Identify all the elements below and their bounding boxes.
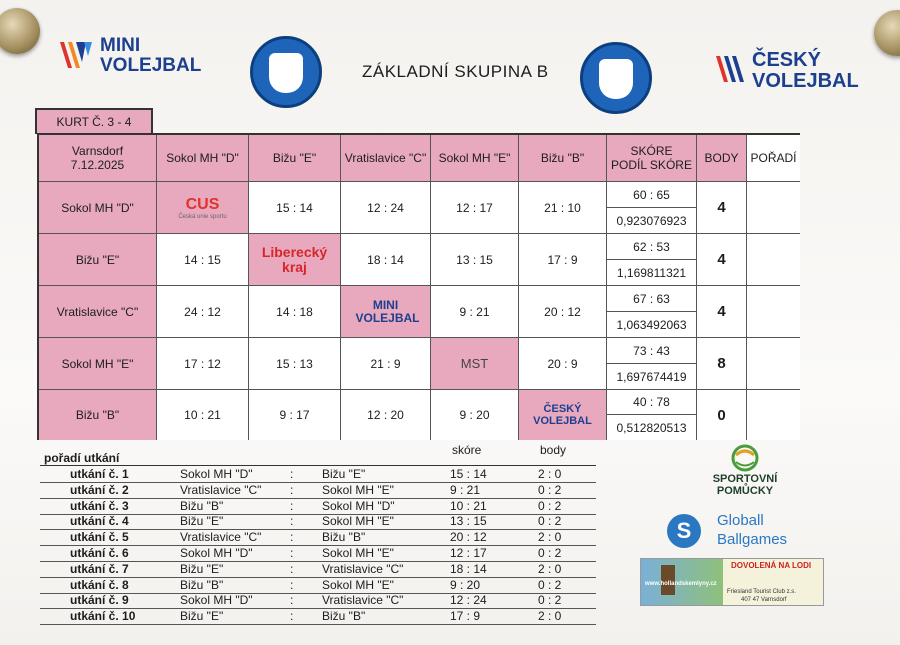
- column-header: Sokol MH "E": [431, 135, 519, 182]
- skore-cell: 60 : 65: [607, 182, 697, 208]
- score-cell: 9 : 20: [431, 390, 519, 440]
- liberecky-kraj-logo-icon: Liberecký kraj: [261, 243, 328, 275]
- skore-cell: 73 : 43: [607, 338, 697, 364]
- match-sep: :: [290, 577, 294, 592]
- poradi-cell: [747, 390, 800, 440]
- score-cell: 21 : 9: [341, 338, 431, 390]
- match-away: Sokol MH "E": [322, 546, 394, 560]
- cus-logo-icon: CUS: [185, 195, 220, 213]
- match-label: utkání č. 6: [70, 546, 129, 560]
- match-label: utkání č. 7: [70, 561, 129, 576]
- globall-logo: S Globall Ballgames: [665, 512, 815, 552]
- row-team: Sokol MH "E": [39, 338, 157, 390]
- match-score: 10 : 21: [450, 498, 487, 513]
- match-row: [40, 483, 600, 499]
- match-away: Bižu "B": [322, 530, 366, 545]
- match-home: Vratislavice "C": [180, 482, 262, 497]
- match-away: Sokol MH "D": [322, 498, 395, 513]
- mst-logo-icon: MST: [460, 356, 489, 371]
- column-header: Vratislavice "C": [341, 135, 431, 182]
- cesky-volejbal-logo-text: ČESKÝ VOLEJBAL: [752, 49, 859, 92]
- match-home: Bižu "E": [180, 561, 224, 576]
- poradi-cell: [747, 182, 800, 234]
- match-label: utkání č. 5: [70, 530, 129, 545]
- match-score: 13 : 15: [450, 514, 487, 529]
- score-cell: 14 : 15: [157, 234, 249, 286]
- match-body: 2 : 0: [538, 561, 562, 576]
- diag-logo-cell: [341, 286, 431, 338]
- match-sep: :: [290, 482, 294, 497]
- match-home: Sokol MH "D": [180, 593, 253, 608]
- match-body: 0 : 2: [538, 482, 562, 497]
- score-cell: 15 : 13: [249, 338, 341, 390]
- score-cell: 24 : 12: [157, 286, 249, 338]
- mini-volejbal-logo-icon: [58, 38, 96, 70]
- podil-cell: 0,512820513: [607, 415, 697, 440]
- match-row: [40, 467, 600, 483]
- score-cell: 21 : 10: [519, 182, 607, 234]
- podil-cell: 0,923076923: [607, 208, 697, 234]
- match-home: Bižu "B": [180, 577, 224, 592]
- match-sep: :: [290, 514, 294, 529]
- match-sep: :: [290, 530, 294, 545]
- match-home: Bižu "E": [180, 514, 224, 529]
- match-home: Bižu "E": [180, 609, 224, 624]
- column-header: Bižu "B": [519, 135, 607, 182]
- divider: [40, 465, 596, 466]
- podil-cell: 1,697674419: [607, 364, 697, 390]
- globall-s-icon: S: [667, 514, 701, 548]
- match-home: Bižu "B": [180, 498, 224, 513]
- friesland-banner: www.hollandskemlyny.cz DOVOLENÁ NA LODI Friesland Tourist Club z.s. 407 47 Varnsdorf: [640, 558, 824, 606]
- column-header: Sokol MH "D": [157, 135, 249, 182]
- match-body: 0 : 2: [538, 514, 562, 529]
- match-label: utkání č. 1: [70, 467, 129, 481]
- match-row: [40, 562, 600, 578]
- score-cell: 17 : 9: [519, 234, 607, 286]
- match-score: 9 : 20: [450, 577, 481, 592]
- score-cell: 9 : 17: [249, 390, 341, 440]
- ball-icon: [728, 443, 762, 473]
- score-cell: 17 : 12: [157, 338, 249, 390]
- column-header: Bižu "E": [249, 135, 341, 182]
- poradi-column-header: POŘADÍ: [747, 135, 800, 182]
- row-team: Bižu "B": [39, 390, 157, 440]
- corner-cell: Varnsdorf 7.12.2025: [39, 135, 157, 182]
- match-body: 0 : 2: [538, 593, 562, 608]
- sportovni-pomucky-logo: SPORTOVNÍ POMŮCKY: [690, 443, 800, 505]
- results-table: [37, 133, 800, 440]
- score-cell: 13 : 15: [431, 234, 519, 286]
- match-score: 15 : 14: [450, 467, 487, 481]
- score-column-header: SKÓRE PODÍL SKÓRE: [607, 135, 697, 182]
- score-cell: 12 : 24: [341, 182, 431, 234]
- match-sep: :: [290, 609, 294, 624]
- match-body: 2 : 0: [538, 609, 562, 624]
- match-home: Vratislavice "C": [180, 530, 262, 545]
- score-cell: 12 : 17: [431, 182, 519, 234]
- match-label: utkání č. 10: [70, 609, 136, 624]
- tj-slovan-crest-left: [250, 36, 322, 108]
- match-label: utkání č. 9: [70, 593, 129, 608]
- match-away: Bižu "E": [322, 467, 366, 481]
- poradi-cell: [747, 286, 800, 338]
- match-sep: :: [290, 546, 294, 560]
- body-cell: 8: [697, 338, 747, 390]
- match-label: utkání č. 3: [70, 498, 129, 513]
- diag-logo-cell: [249, 234, 341, 286]
- match-row: [40, 499, 600, 515]
- score-cell: 9 : 21: [431, 286, 519, 338]
- windmill-icon: [661, 565, 675, 595]
- page-title: ZÁKLADNÍ SKUPINA B: [362, 62, 549, 81]
- score-cell: 10 : 21: [157, 390, 249, 440]
- row-team: Sokol MH "D": [39, 182, 157, 234]
- match-home: Sokol MH "D": [180, 467, 253, 481]
- court-label: KURT Č. 3 - 4: [35, 108, 153, 134]
- body-cell: 0: [697, 390, 747, 440]
- skore-cell: 67 : 63: [607, 286, 697, 312]
- match-row: [40, 546, 600, 562]
- match-sep: :: [290, 467, 294, 481]
- match-away: Bižu "B": [322, 609, 366, 624]
- match-sep: :: [290, 593, 294, 608]
- podil-cell: 1,063492063: [607, 312, 697, 338]
- score-cell: 20 : 12: [519, 286, 607, 338]
- match-body: 0 : 2: [538, 546, 562, 560]
- skore-heading: skóre: [452, 443, 482, 457]
- match-label: utkání č. 8: [70, 577, 129, 592]
- poradi-cell: [747, 234, 800, 286]
- mini-volejbal-logo-text: MINI VOLEJBAL: [100, 35, 202, 76]
- match-body: 0 : 2: [538, 498, 562, 513]
- match-score: 12 : 17: [450, 546, 487, 560]
- match-row: [40, 514, 600, 530]
- pin-top-left: [0, 8, 40, 54]
- match-score: 17 : 9: [450, 609, 481, 624]
- match-row: [40, 593, 600, 609]
- match-body: 0 : 2: [538, 577, 562, 592]
- match-away: Sokol MH "E": [322, 482, 394, 497]
- body-column-header: BODY: [697, 135, 747, 182]
- match-score: 18 : 14: [450, 561, 487, 576]
- match-row: [40, 530, 600, 546]
- cesky-volejbal-logo-icon: [714, 54, 750, 84]
- body-heading: body: [540, 443, 567, 457]
- diag-logo-cell: CUS Česká unie sportu: [157, 182, 249, 234]
- mini-volejbal-small-logo-icon: MINI VOLEJBAL: [355, 297, 420, 325]
- match-body: 2 : 0: [538, 467, 562, 481]
- row-team: Bižu "E": [39, 234, 157, 286]
- match-score: 20 : 12: [450, 530, 487, 545]
- poradi-cell: [747, 338, 800, 390]
- body-cell: 4: [697, 286, 747, 338]
- match-sep: :: [290, 561, 294, 576]
- body-cell: 4: [697, 182, 747, 234]
- diag-logo-cell: [431, 338, 519, 390]
- score-cell: 12 : 20: [341, 390, 431, 440]
- podil-cell: 1,169811321: [607, 260, 697, 286]
- tj-slovan-crest-right: [580, 42, 652, 114]
- match-label: utkání č. 2: [70, 482, 129, 497]
- score-cell: 15 : 14: [249, 182, 341, 234]
- score-cell: 14 : 18: [249, 286, 341, 338]
- skore-cell: 40 : 78: [607, 390, 697, 415]
- match-body: 2 : 0: [538, 530, 562, 545]
- match-score: 12 : 24: [450, 593, 487, 608]
- score-cell: 20 : 9: [519, 338, 607, 390]
- match-away: Sokol MH "E": [322, 577, 394, 592]
- match-away: Sokol MH "E": [322, 514, 394, 529]
- match-sep: :: [290, 498, 294, 513]
- match-score: 9 : 21: [450, 482, 481, 497]
- score-cell: 18 : 14: [341, 234, 431, 286]
- row-team: Vratislavice "C": [39, 286, 157, 338]
- match-away: Vratislavice "C": [322, 593, 404, 608]
- skore-cell: 62 : 53: [607, 234, 697, 260]
- match-row: [40, 609, 600, 625]
- diag-logo-cell: [519, 390, 607, 440]
- match-home: Sokol MH "D": [180, 546, 253, 560]
- match-list-heading: pořadí utkání: [44, 451, 120, 465]
- match-label: utkání č. 4: [70, 514, 129, 529]
- body-cell: 4: [697, 234, 747, 286]
- cesky-volejbal-small-logo-icon: ČESKÝ VOLEJBAL: [533, 403, 592, 427]
- match-row: [40, 578, 600, 594]
- pin-top-right: [874, 10, 900, 56]
- match-away: Vratislavice "C": [322, 561, 404, 576]
- row-divider: [40, 624, 596, 625]
